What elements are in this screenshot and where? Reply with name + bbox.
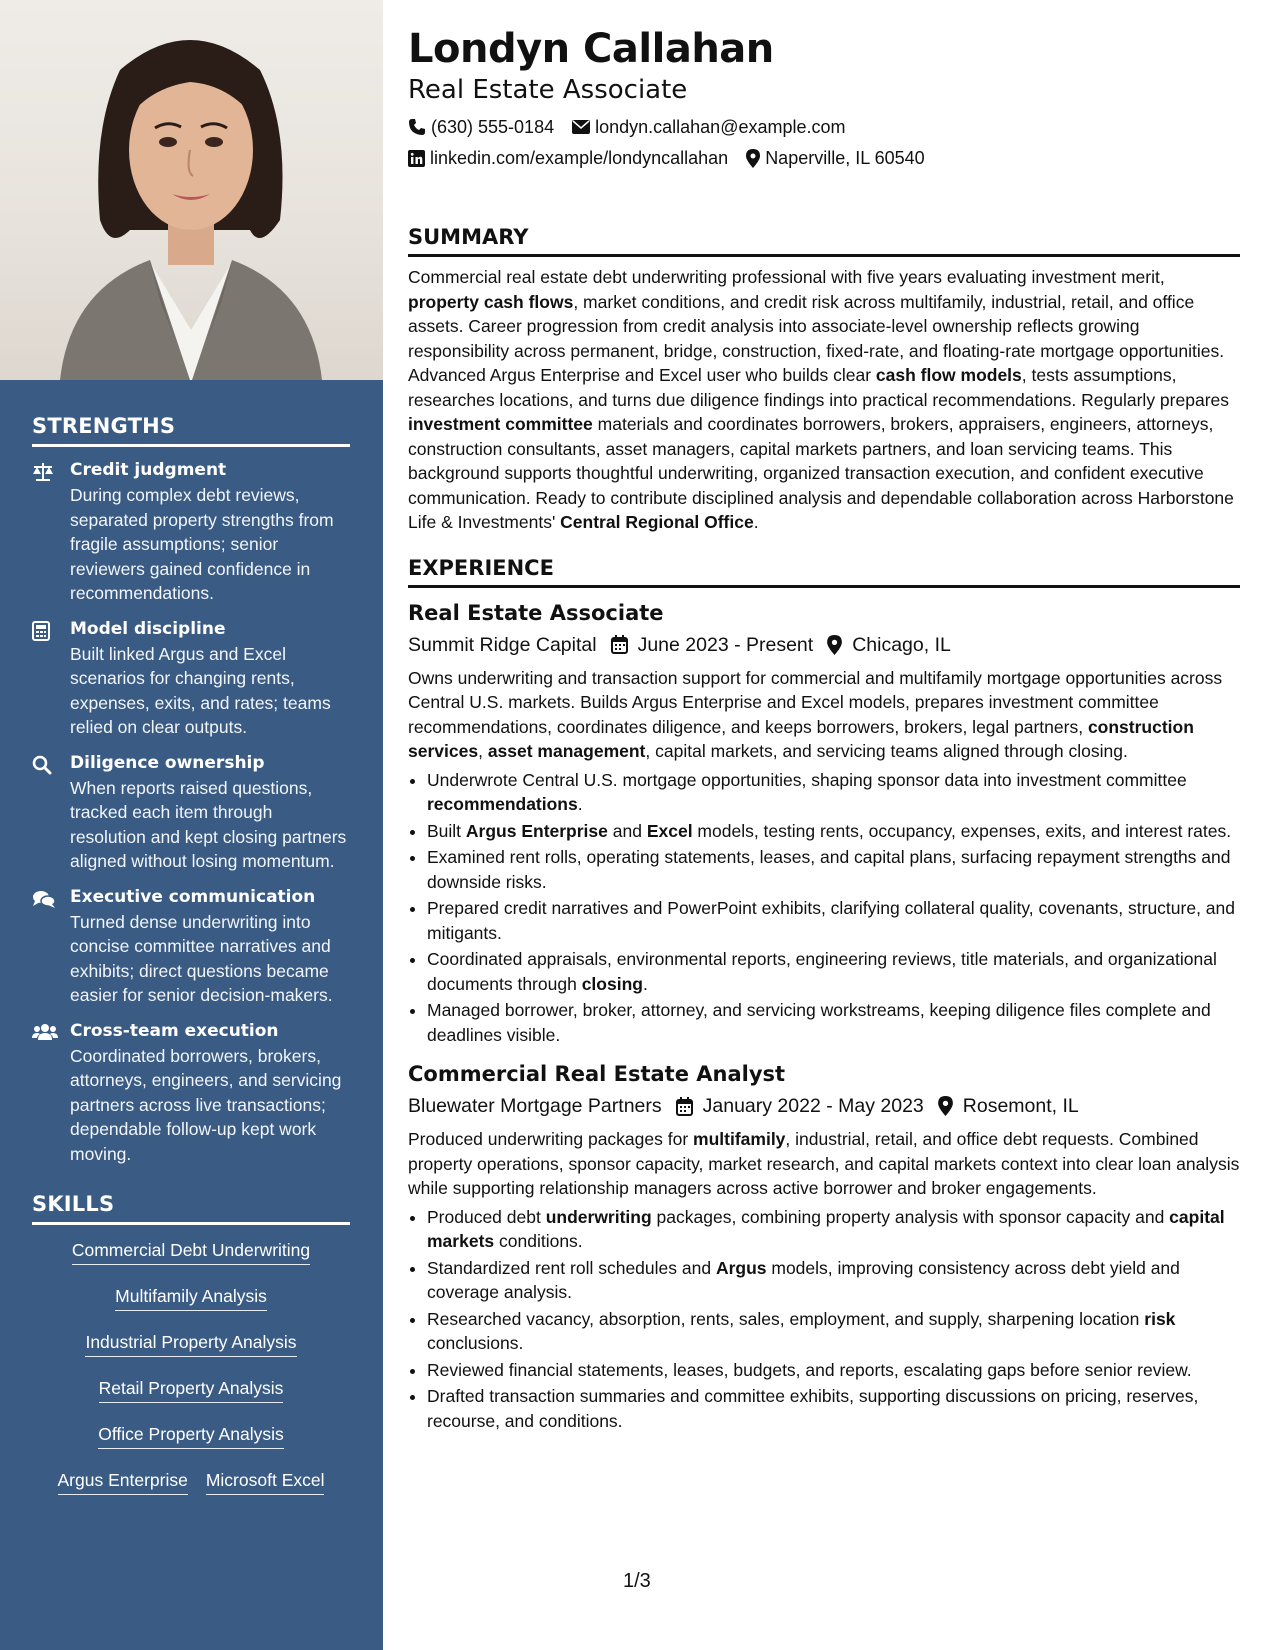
contact-row — [408, 147, 1240, 169]
bullet-item — [427, 998, 1240, 1047]
experience-heading: EXPERIENCE — [408, 555, 1240, 588]
strength-description: Turned dense underwriting into concise committee narratives and exhibits; direct questions became easier for senior decision-makers. — [70, 911, 333, 1005]
text-run: , market conditions, and credit risk across multifamily, industrial, retail, and office assets. Career progression from credit analysis into associate-level ownership reflects growing responsibility across permanent, bridge, construction, fixed-rate, and floating-rate mortgage opportunities. Advanced Argus Enterprise and Excel user who builds clear — [408, 291, 1225, 385]
bullet-item — [427, 1384, 1240, 1433]
bullet-item — [427, 845, 1240, 894]
strength-item — [32, 886, 351, 1008]
emphasis-text: construction services — [408, 716, 1194, 761]
skills-heading: SKILLS — [32, 1192, 350, 1225]
skill-tag: Commercial Debt Underwriting — [72, 1239, 310, 1265]
text-run: Prepared credit narratives and PowerPoint exhibits, clarifying collateral quality, covenants, structure, and mitigants. — [427, 898, 1235, 943]
map-pin-icon — [938, 1096, 953, 1116]
strength-description: Coordinated borrowers, brokers, attorneys, engineers, and servicing partners across live transactions; dependable follow-up kept work moving. — [70, 1045, 342, 1164]
text-run: materials and coordinates borrowers, brokers, appraisers, engineers, attorneys, construction consultants, asset managers, capital markets partners, and loan servicing teams. This background supports thoughtful underwriting, organized transaction execution, and confident executive communication. Ready to contribute disciplined analysis and dependable collaboration across Harborstone Life & Investments' — [408, 414, 1234, 532]
text-run: Researched vacancy, absorption, rents, sales, employment, and supply, sharpening location — [427, 1308, 1145, 1329]
sidebar — [0, 0, 383, 1650]
skill-tag: Retail Property Analysis — [99, 1377, 284, 1403]
comments-icon — [32, 886, 70, 1008]
emphasis-text: Central Regional Office — [560, 512, 754, 532]
emphasis-text: recommendations — [427, 794, 578, 814]
text-run: Owns underwriting and transaction support for commercial and multifamily mortgage opportunities across Central U.S. markets. Builds Argus Enterprise and Excel models, prepares investment committee recommendations, coordinates diligence, and keeps borrowers, brokers, legal partners, — [408, 667, 1223, 737]
strength-name: Cross-team execution — [70, 1020, 279, 1041]
text-run: Standardized rent roll schedules and — [427, 1257, 716, 1278]
phone-number: (630) 555-0184 — [431, 117, 555, 137]
text-run: models, testing rents, occupancy, expenses, exits, and interest rates. — [692, 820, 1232, 841]
emphasis-text: property cash flows — [408, 291, 574, 312]
bullet-item — [427, 768, 1240, 817]
bullet-item — [427, 1307, 1240, 1356]
strength-item — [32, 618, 351, 740]
skills-list — [32, 1239, 350, 1495]
emphasis-text: multifamily — [693, 1129, 786, 1149]
job-description — [408, 666, 1240, 764]
balance-scale-icon — [32, 459, 70, 606]
profile-photo — [0, 0, 383, 380]
bullet-item — [427, 1256, 1240, 1305]
emphasis-text: investment committee — [408, 414, 593, 434]
text-run: , — [478, 741, 488, 761]
emphasis-text: cash flow models — [875, 365, 1022, 385]
skill-tag: Argus Enterprise — [58, 1469, 188, 1495]
job-dates: January 2022 - May 2023 — [702, 1095, 924, 1117]
calendar-icon — [611, 635, 628, 654]
strength-description: When reports raised questions, tracked each item through resolution and kept closing partners aligned without losing momentum. — [70, 777, 347, 871]
company-name: Summit Ridge Capital — [408, 633, 597, 656]
job-location: Chicago, IL — [852, 633, 951, 656]
strength-description: During complex debt reviews, separated property strengths from fragile assumptions; senior reviewers gained confidence in recommendations. — [70, 485, 334, 603]
contact-row — [408, 116, 1240, 138]
text-run: Examined rent rolls, operating statements, leases, and capital plans, surfacing repayment strengths and downside risks. — [427, 847, 1231, 892]
map-pin-icon — [827, 635, 842, 655]
job-title: Real Estate Associate — [408, 600, 664, 625]
bullet-item — [427, 1205, 1240, 1254]
job-entry — [408, 600, 1240, 1048]
linkedin-icon — [408, 150, 425, 167]
linkedin-url: linkedin.com/example/londyncallahan — [430, 148, 729, 168]
job-entry — [408, 1061, 1240, 1433]
strength-item — [32, 459, 351, 606]
text-run: Commercial real estate debt underwriting professional with five years evaluating investment merit, — [408, 267, 1165, 287]
bullet-item — [427, 947, 1240, 996]
strength-item — [32, 752, 351, 874]
summary-heading: SUMMARY — [408, 224, 1240, 257]
job-bullets — [408, 1205, 1240, 1434]
text-run: and — [607, 820, 647, 841]
emphasis-text: risk — [1144, 1308, 1176, 1329]
text-run: . — [753, 512, 759, 532]
email-address: londyn.callahan@example.com — [595, 117, 846, 137]
strength-name: Diligence ownership — [70, 752, 265, 773]
text-run: Built — [427, 820, 466, 841]
job-description — [408, 1127, 1240, 1201]
text-run: , capital markets, and servicing teams aligned through closing. — [645, 741, 1128, 761]
portrait-illustration — [0, 0, 383, 380]
text-run: conclusions. — [427, 1333, 524, 1353]
company-name: Bluewater Mortgage Partners — [408, 1095, 662, 1117]
bullet-item — [427, 896, 1240, 945]
skill-tag: Industrial Property Analysis — [85, 1331, 296, 1357]
strength-name: Model discipline — [70, 618, 226, 639]
text-run: Underwrote Central U.S. mortgage opportunities, shaping sponsor data into investment committee — [427, 769, 1187, 790]
text-run: . — [642, 973, 648, 994]
text-run: Coordinated appraisals, environmental reports, engineering reviews, title materials, and organizational documents through — [427, 949, 1217, 994]
skill-tag: Office Property Analysis — [98, 1423, 283, 1449]
candidate-role: Real Estate Associate — [408, 75, 688, 105]
emphasis-text: underwriting — [545, 1206, 652, 1227]
text-run: models, improving consistency across debt yield and coverage analysis. — [427, 1257, 1180, 1302]
job-meta — [408, 632, 1240, 658]
text-run: Produced underwriting packages for — [408, 1129, 694, 1149]
location-text: Naperville, IL 60540 — [765, 148, 925, 168]
job-bullets — [408, 768, 1240, 1048]
emphasis-text: capital markets — [427, 1206, 1225, 1251]
summary-text — [408, 265, 1240, 535]
calendar-icon — [676, 1097, 693, 1116]
text-run: Reviewed financial statements, leases, budgets, and reports, escalating gaps before senior review. — [427, 1359, 1192, 1380]
bullet-item — [427, 819, 1240, 844]
map-pin-icon — [746, 149, 760, 168]
emphasis-text: Argus — [715, 1257, 767, 1278]
strength-name: Credit judgment — [70, 460, 227, 480]
job-title: Commercial Real Estate Analyst — [408, 1062, 786, 1086]
strength-name: Executive communication — [70, 886, 316, 907]
candidate-name: Londyn Callahan — [408, 26, 774, 72]
users-icon — [32, 1020, 70, 1167]
skill-tag: Microsoft Excel — [206, 1469, 325, 1495]
bullet-item — [427, 1358, 1240, 1383]
strength-item — [32, 1020, 351, 1167]
strength-description: Built linked Argus and Excel scenarios for changing rents, expenses, exits, and rates; teams relied on clear outputs. — [70, 643, 331, 737]
envelope-icon — [572, 120, 590, 134]
text-run: , tests assumptions, researches locations, and turns due diligence findings into practical recommendations. Regularly prepares — [408, 365, 1230, 410]
main-content — [408, 0, 1240, 1435]
emphasis-text: asset management — [487, 741, 646, 761]
emphasis-text: closing — [581, 973, 643, 994]
text-run: Drafted transaction summaries and committee exhibits, supporting discussions on pricing, reserves, recourse, and conditions. — [427, 1386, 1199, 1431]
text-run: packages, combining property analysis with sponsor capacity and — [651, 1206, 1170, 1227]
text-run: conditions. — [494, 1231, 583, 1251]
emphasis-text: Argus Enterprise — [465, 820, 608, 841]
emphasis-text: Excel — [646, 820, 693, 841]
search-icon — [32, 752, 70, 874]
job-location: Rosemont, IL — [962, 1095, 1079, 1117]
job-dates: June 2023 - Present — [637, 633, 814, 656]
text-run: Produced debt — [427, 1206, 546, 1227]
calculator-icon — [32, 618, 70, 740]
strengths-heading: STRENGTHS — [32, 414, 350, 447]
job-meta — [408, 1093, 1240, 1119]
text-run: . — [577, 794, 583, 814]
phone-icon — [408, 118, 426, 136]
page-number: 1/3 — [623, 1570, 651, 1592]
text-run: , industrial, retail, and office debt requests. Combined property operations, sponsor capacity, market research, and capital markets context into clear loan analysis while supporting relationship managers across active borrower and broker engagements. — [408, 1129, 1240, 1198]
skill-tag: Multifamily Analysis — [115, 1285, 267, 1311]
text-run: Managed borrower, broker, attorney, and servicing workstreams, keeping diligence files complete and deadlines visible. — [427, 1000, 1211, 1045]
